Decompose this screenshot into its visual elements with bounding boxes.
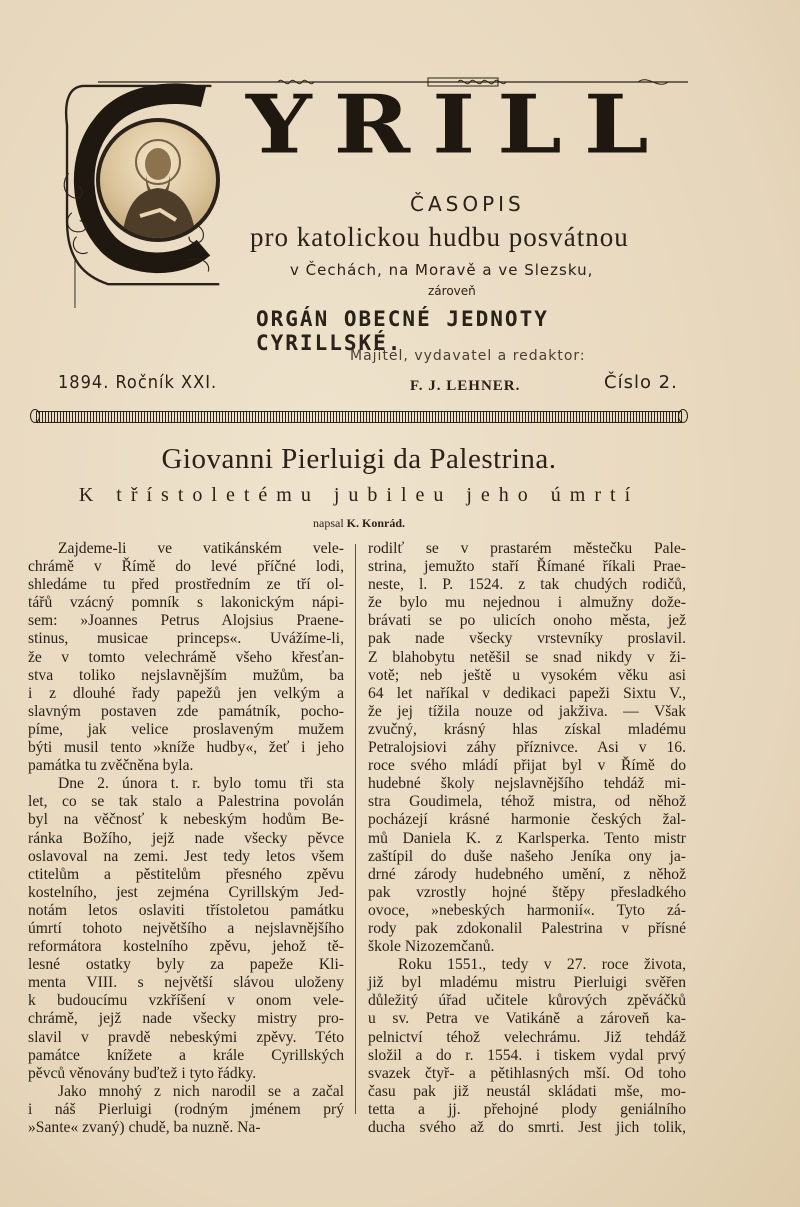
text-line: zaštípil do duše našeho Jeníka ony ja-	[368, 847, 686, 865]
text-line: stva toliko nejslavnějším mužům, ba	[28, 666, 344, 684]
text-line: i z dlouhé řady papežů jen velkým a	[28, 684, 344, 702]
text-line: brávati se po ulicích onoho města, jež	[368, 612, 686, 630]
magazine-region: v Čechách, na Moravě a ve Slezsku,	[290, 261, 594, 279]
text-line: Dne 2. února t. r. bylo tomu tři sta	[58, 775, 344, 793]
text-line: roce svého mládí přijat byl v Římě do	[368, 757, 686, 775]
text-line: ctitelům a pěstitelům přesného zpěvu	[28, 865, 344, 883]
text-line: píme, jak velice proslaveným mužem	[28, 720, 344, 738]
text-line: byl na věčnosť k nebeským hodům Be-	[28, 811, 344, 829]
text-line: že jej tížila nouze od jakživa. — Však	[368, 702, 686, 720]
magazine-title: YRILL	[246, 76, 671, 172]
text-line: stinus, musicae princeps«. Uvážíme-li,	[28, 630, 344, 648]
text-line: let, co se tak stalo a Palestrina povolán	[28, 793, 344, 811]
text-line: reformátora kostelního zpěvu, jehož tě-	[28, 938, 344, 956]
text-line: kostelního, jest zejména Cyrillským Jed-	[28, 883, 344, 901]
text-line: ránka Božího, jejž nade všecky pěvce	[28, 829, 344, 847]
article-subtitle: K třístoletému jubileu jeho úmrtí	[78, 484, 640, 506]
text-line: pak nade všecky vrstevníky proslavil.	[368, 630, 686, 648]
text-line: složil a do r. 1554. i tiskem vydal prvý	[368, 1046, 686, 1064]
author-name: K. Konrád.	[346, 516, 405, 530]
text-line: slavil v pravdě nebeskými zpěvy. Této	[28, 1028, 344, 1046]
issue-year-volume: 1894. Ročník XXI.	[58, 372, 218, 393]
article-title: Giovanni Pierluigi da Palestrina.	[161, 443, 557, 475]
text-line: shledáme tu před prostředním ze tří ol-	[28, 576, 344, 594]
text-line: Z blahobytu netěšil se snad nikdy v ži-	[368, 648, 686, 666]
conjunction-text: zároveň	[428, 284, 476, 298]
article-column-left	[28, 540, 344, 1137]
text-line: chrámě v Římě do levé příčné lodi,	[28, 558, 344, 576]
article-author	[0, 516, 718, 531]
text-line: pocházejí krásné harmonie českých žal-	[368, 811, 686, 829]
text-line: důležitý úřad učitele kůrových zpěváčků	[368, 992, 686, 1010]
text-line: 64 let naříkal v dedikaci papeži Sixtu V.,	[368, 684, 686, 702]
text-line: sem: »Joannes Petrus Alojsius Praene-	[28, 612, 344, 630]
text-line: času pak již neustál skládati mše, mo-	[368, 1082, 686, 1100]
magazine-tagline: pro katolickou hudbu posvátnou	[250, 222, 629, 252]
text-line: Roku 1551., tedy v 27. roce života,	[398, 956, 686, 974]
text-line: mů Daniela K. z Karlsperka. Tento mistr	[368, 829, 686, 847]
text-line: ducha svého až do smrti. Jest jich tolik,	[368, 1119, 686, 1136]
text-line: lesné ostatky byly za papeže Kli-	[28, 956, 344, 974]
masthead	[38, 62, 688, 402]
magazine-subtitle: ČASOPIS	[410, 192, 525, 216]
saint-cyril-portrait	[96, 118, 220, 242]
article-column-right	[368, 540, 686, 1137]
text-line: stra Goudimela, téhož mistra, od něhož	[368, 793, 686, 811]
text-line: tetta a jj. přehojné plody geniálního	[368, 1100, 686, 1118]
editor-name: F. J. LEHNER.	[410, 378, 521, 394]
text-line: Petralojsiovi záhy příznivce. Asi v 16.	[368, 739, 686, 757]
rule-cap-right	[678, 409, 688, 423]
text-line: zvučný, krásný hlas získal mladému	[368, 720, 686, 738]
text-line: ovoce, »nebeských harmonií«. Tyto zá-	[368, 901, 686, 919]
text-line: škole Nizozemčanů.	[368, 938, 495, 956]
text-line: býti musil tento »kníže hudby«, žeť i jeho	[28, 739, 344, 757]
text-line: svazek čtyř- a pětihlasných mší. Od toho	[368, 1064, 686, 1082]
text-line: rody pak zdokonalil Palestrina v přísné	[368, 919, 686, 937]
text-line: k budoucímu vzkříšení v onom vele-	[28, 992, 344, 1010]
text-line: drné zárody hudebného umění, z něhož	[368, 865, 686, 883]
text-line: notám letos oslaviti třístoletou památku	[28, 901, 344, 919]
text-line: pak vzrostly hojné štěpy přesladkého	[368, 883, 686, 901]
organ-line: ORGÁN OBECNÉ JEDNOTY CYRILLSKÉ.	[256, 307, 549, 355]
text-line: tářů vzácný pomník s lakonickým nápi-	[28, 594, 344, 612]
text-line: u sv. Petra ve Vatikáně a zároveň ka-	[368, 1010, 686, 1028]
text-line: památce knížete a krále Cyrillských	[28, 1046, 344, 1064]
text-line: i náš Pierluigi (rodným jménem prý	[28, 1100, 344, 1118]
text-line: menta VIII. s největší slávou uloženy	[28, 974, 344, 992]
text-line: Jako mnohý z nich narodil se a začal	[58, 1082, 344, 1100]
text-line: pěvců věnovány buďtež i tyto řádky.	[28, 1064, 257, 1082]
text-line: Zajdeme-li ve vatikánském vele-	[58, 540, 344, 557]
text-line: votě; neb ještě u vysokém věku asi	[368, 666, 686, 684]
column-divider	[355, 544, 356, 1114]
text-line: chrámě, jejž nade všecky mistry pro-	[28, 1010, 344, 1028]
text-line: úmrtí tohoto největšího a nejslavnějšího	[28, 919, 344, 937]
author-prefix: napsal	[313, 516, 344, 530]
text-line: rodilť se v prastarém městečku Pale-	[368, 540, 686, 557]
text-line: »Sante« zvaný) chudě, ba nuzně. Na-	[28, 1119, 261, 1136]
text-line: památka tu zvěčněna byla.	[28, 757, 194, 775]
text-line: že bylo mu nejednou i almužny dože-	[368, 594, 686, 612]
text-line: neste, l. P. 1524. z tak chudých rodičů,	[368, 576, 686, 594]
issue-number: Číslo 2.	[604, 372, 678, 393]
text-line: pelnictví téhož velechrámu. Již tehdáž	[368, 1028, 686, 1046]
owner-label: Majitel, vydavatel a redaktor:	[350, 348, 586, 364]
text-line: že v tomto velechrámě všeho křesťan-	[28, 648, 344, 666]
portrait-illustration	[100, 122, 216, 238]
text-line: hudebné školy nejslavnějšího tehdáž mi-	[368, 775, 686, 793]
text-line: již byl mladému mistru Pierluigi svěřen	[368, 974, 686, 992]
text-line: slavným postaven zde památník, pocho-	[28, 702, 344, 720]
masthead-rule	[36, 411, 682, 423]
text-line: oslavoval na zemi. Jest tedy letos všem	[28, 847, 344, 865]
text-line: strina, jemužto staří Římané říkali Prae-	[368, 558, 686, 576]
